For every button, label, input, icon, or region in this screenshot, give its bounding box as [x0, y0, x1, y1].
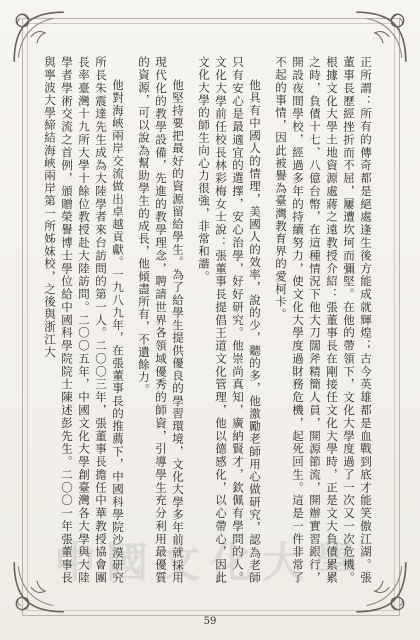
paragraph: 他具有中國人的情理，美國人的效率，說的少，聽的多，他激勵老師用心做研究，認為老師只有安心是最適宜的選擇，安心治學，好好研究。他崇尚真知，廣納賢才，欽佩有學問的人。文化大學前任校長林彩梅女士說：張董事長提倡王道文化管理，他以德感化，以心帶心，因此文化大學的師生向心力很強，非常和諧。 [197, 56, 262, 584]
page-number: 59 [203, 616, 217, 627]
paragraph: 正所謂：所有的傳奇都是絕處逢生後方能成就輝煌；古今英雄都是血戰到底才能笑傲江湖。張董事長歷經挫折而不屈，屢遭坎坷而彌堅。在他的帶領下，文化大學度過了一次又一次危機。根據文化大學土地資源處蔣之遠教授介紹：張董事長在剛接任文化大學時，正是文大負債累累之時，負債十七、八億台幣，在這種情況下他大刀闊斧精簡人員，開源節流，開辦實習銀行，開設夜間學校，經過多年的持續努力，使文化大學度過財務危機，起死回生。這是一件非常了不起的事情，因此被譽為臺灣教育界的愛柯卡。 [274, 56, 373, 584]
paragraph: 他堅持要把最好的資源留給學生。為了給學生提供優良的學習環境，文化大學多年前就採用現代化的教學設備，先進的教學理念，聘請世界各領域優秀的師資，引導學生充分利用最優質的資源，可以說為幫助學生的成長，他傾盡所有，不遺餘力。 [137, 56, 185, 584]
watermark: 中國文化大學 [53, 538, 366, 587]
paragraph: 他對海峽兩岸交流做出卓越貢獻。一九八九年，在張董事長的推薦下，中國科學院沙漠研究所長朱震達先生成為大陸學者來台訪問的第一人。二〇〇三年，張董事長擔任中華教授協會團長率臺灣十九所大學十餘位教授赴大陸訪問。二〇〇五年，中國文化大學創臺灣各大學與大陸學者學術交流之首例，頒贈榮譽博士學位給中國科學院院士陳述彭先生。二〇〇一年張董事長與寧波大學締結海峽兩岸第一所姊妹校，之後與浙江大 [43, 56, 125, 584]
vertical-body-text [43, 56, 374, 584]
